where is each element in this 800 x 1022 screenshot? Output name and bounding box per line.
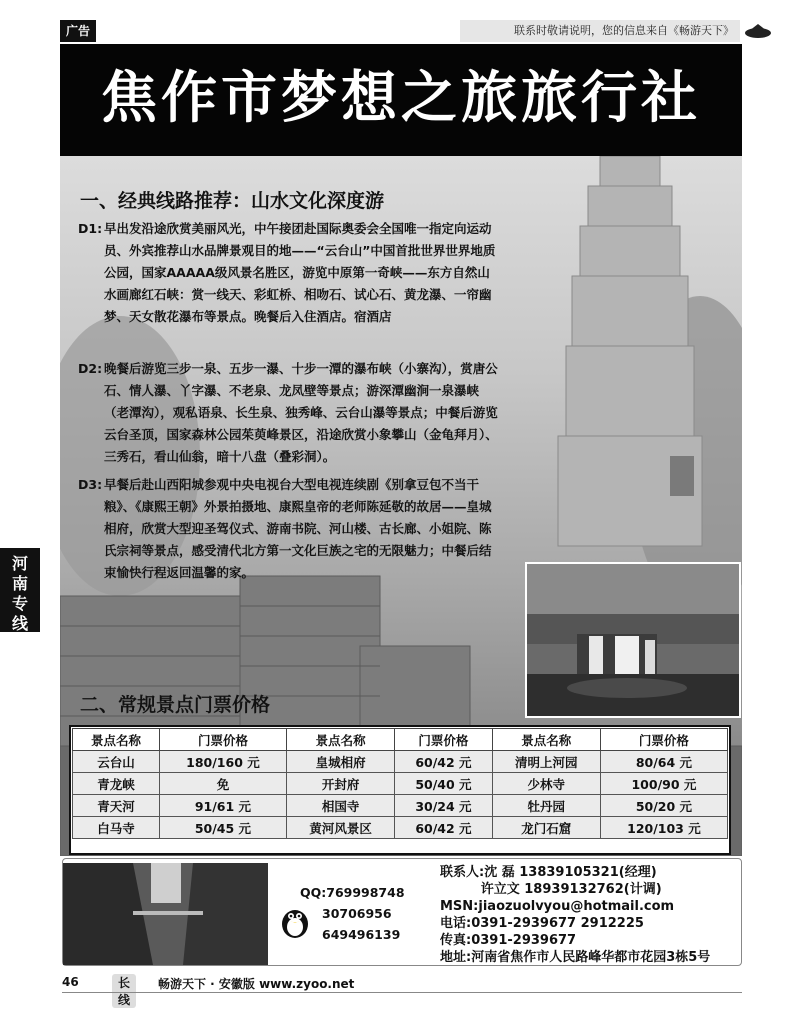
table-cell: 91/61 元	[159, 795, 286, 817]
top-bar	[0, 20, 800, 42]
table-row	[73, 795, 728, 817]
agency-header	[60, 44, 742, 156]
column-header: 景点名称	[73, 729, 160, 751]
column-header: 景点名称	[287, 729, 395, 751]
day-text: 晚餐后游览三步一泉、五步一瀑、十步一潭的瀑布峡（小寨沟），赏唐公石、情人瀑、丫字瀑、不老泉、龙凤壁等景点；游深潭幽涧一泉瀑峡（老潭沟），观私语泉、长生泉、独秀峰、云台山瀑等景点；中餐后游览云台圣顶，国家森林公园茱萸峰景区，沿途欣赏小象攀山（金龟拜月）、三秀石，看山仙翁，暗十八盘（叠彩洞）。	[104, 361, 498, 464]
source-notice-text: 联系时敬请说明，您的信息来自《畅游天下》	[514, 24, 734, 37]
table-cell: 50/40 元	[395, 773, 492, 795]
qq-number[interactable]: 30706956	[322, 906, 392, 921]
table-cell: 龙门石窟	[492, 817, 600, 839]
region-side-tab	[0, 548, 40, 632]
address: 地址:河南省焦作市人民路峰华都市花园3栋5号	[440, 950, 711, 965]
table-header-row	[73, 729, 728, 751]
table-cell: 50/45 元	[159, 817, 286, 839]
qq-label[interactable]: QQ:769998748	[300, 885, 405, 900]
table-cell: 100/90 元	[600, 773, 727, 795]
fax-number: 传真:0391-2939677	[440, 933, 577, 948]
side-tab-char: 河	[11, 554, 28, 573]
side-tab-char: 专	[11, 594, 28, 613]
ticket-price-table	[72, 728, 728, 839]
qq-contact	[300, 882, 405, 945]
agency-title: 焦作市梦想之旅旅行社	[101, 66, 701, 131]
table-cell: 80/64 元	[600, 751, 727, 773]
ad-tag: 广告	[60, 20, 96, 42]
side-tab-char: 南	[11, 574, 28, 593]
column-header: 门票价格	[600, 729, 727, 751]
table-row	[73, 817, 728, 839]
column-header: 门票价格	[395, 729, 492, 751]
table-cell: 相国寺	[287, 795, 395, 817]
table-cell: 清明上河园	[492, 751, 600, 773]
footer-divider	[62, 992, 742, 993]
table-cell: 开封府	[287, 773, 395, 795]
contact-person: 联系人:沈 磊 13839105321(经理)	[440, 865, 657, 880]
table-cell: 60/42 元	[395, 751, 492, 773]
waterfall-illustration	[527, 564, 739, 716]
contact-info	[440, 864, 710, 966]
itinerary-day-1	[78, 218, 498, 328]
section-tag: 长线	[112, 974, 136, 1008]
gorge-photo	[63, 863, 268, 965]
table-cell: 青龙峡	[73, 773, 160, 795]
table-cell: 黄河风景区	[287, 817, 395, 839]
qq-penguin-icon	[279, 905, 311, 939]
page-number: 46	[62, 975, 79, 989]
table-cell: 少林寺	[492, 773, 600, 795]
table-cell: 云台山	[73, 751, 160, 773]
day-text: 早出发沿途欣赏美丽风光，中午接团赴国际奥委会全国唯一指定向运动员、外宾推荐山水品牌景观目的地——“云台山”中国首批世界世界地质公园，国家AAAAA级风景名胜区，游览中原第一奇峡——东方自然山水画廊红石峡：赏一线天、彩虹桥、相吻石、试心石、黄龙瀑、一帘幽梦、天女散花瀑布等景点。晚餐后入住酒店。宿酒店	[104, 221, 496, 324]
table-row	[73, 773, 728, 795]
table-cell: 50/20 元	[600, 795, 727, 817]
table-cell: 120/103 元	[600, 817, 727, 839]
table-cell: 30/24 元	[395, 795, 492, 817]
gorge-illustration	[63, 863, 268, 965]
table-cell: 白马寺	[73, 817, 160, 839]
table-cell: 180/160 元	[159, 751, 286, 773]
contact-person: 许立文 18939132762(计调)	[440, 882, 662, 897]
column-header: 门票价格	[159, 729, 286, 751]
qq-number[interactable]: 649496139	[322, 927, 401, 942]
waterfall-photo	[525, 562, 741, 718]
phone-number: 电话:0391-2939677 2912225	[440, 916, 644, 931]
table-cell: 青天河	[73, 795, 160, 817]
magazine-credit: 畅游天下 · 安徽版 www.zyoo.net	[158, 977, 355, 991]
day-text: 早餐后赴山西阳城参观中央电视台大型电视连续剧《别拿豆包不当干粮》、《康熙王朝》外景拍摄地、康熙皇帝的老师陈延敬的故居——皇城相府，欣赏大型迎圣驾仪式、游南书院、河山楼、古长廊、小姐院、陈氏宗祠等景点，感受清代北方第一文化巨族之宅的无限魅力；中餐后结束愉快行程返回温馨的家。	[104, 477, 492, 580]
magazine-logo-icon	[743, 22, 773, 40]
table-cell: 皇城相府	[287, 751, 395, 773]
section-routes-heading: 一、经典线路推荐：山水文化深度游	[80, 190, 385, 212]
section-tickets-heading: 二、常规景点门票价格	[80, 694, 271, 716]
day-label: D1:	[78, 221, 103, 236]
table-cell: 免	[159, 773, 286, 795]
day-label: D3:	[78, 477, 103, 492]
source-notice	[460, 20, 740, 42]
table-cell: 60/42 元	[395, 817, 492, 839]
itinerary-day-3	[78, 474, 498, 584]
msn-address[interactable]: MSN:jiaozuolvyou@hotmail.com	[440, 899, 675, 914]
table-row	[73, 751, 728, 773]
day-label: D2:	[78, 361, 103, 376]
side-tab-char: 线	[11, 614, 28, 633]
column-header: 景点名称	[492, 729, 600, 751]
itinerary-day-2	[78, 358, 498, 468]
table-cell: 牡丹园	[492, 795, 600, 817]
